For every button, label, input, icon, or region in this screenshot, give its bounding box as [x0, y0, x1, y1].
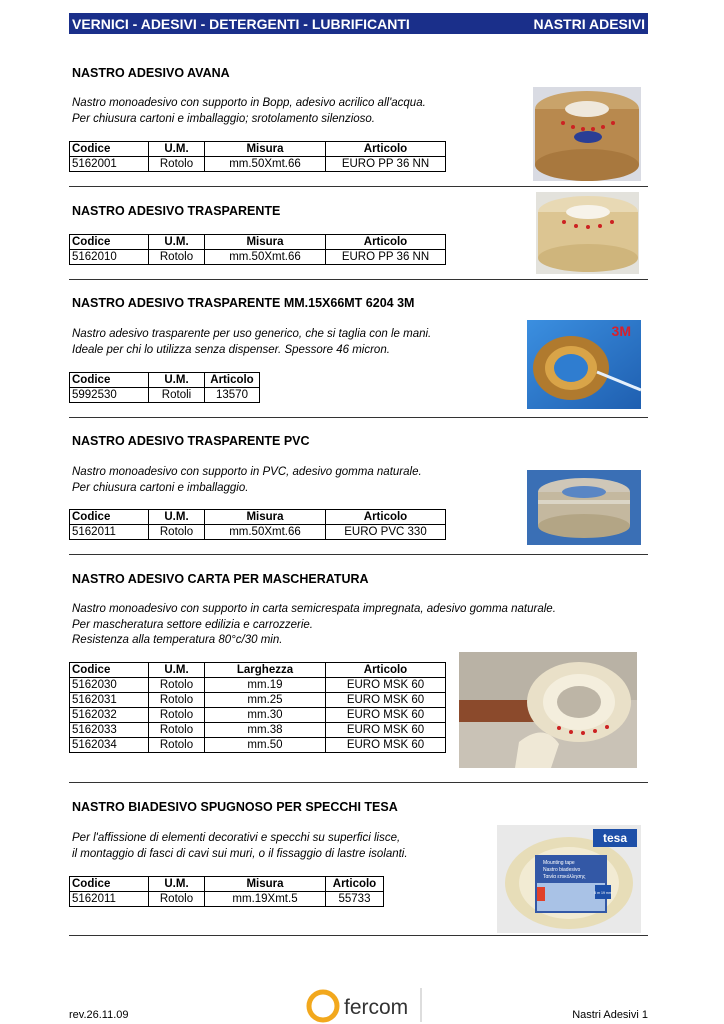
product-table: Codice U.M. Misura Articolo 5162001 Rotolo mm.50Xmt.66 EURO PP 36 NN [69, 141, 446, 172]
header-section: NASTRI ADESIVI [533, 15, 645, 32]
fercom-logo [305, 987, 423, 1023]
product-description: Per l'affissione di elementi decorativi e specchi su superfici lisce, il montaggio di fasci di cavi sui muri, o il fissaggio di lastre isolanti. [72, 832, 408, 860]
svg-text:3M: 3M [611, 323, 631, 339]
product-description: Nastro adesivo trasparente per uso generico, che si taglia con le mani. Ideale per chi lo utilizza senza dispenser. Spessore 46 micron. [72, 328, 432, 356]
product-table: Codice U.M. Articolo 5992530 Rotoli 13570 [69, 372, 260, 403]
product-title: NASTRO ADESIVO AVANA [72, 66, 230, 80]
svg-text:fercom: fercom [344, 996, 409, 1019]
section-divider [69, 186, 648, 187]
svg-text:Mounting tape: Mounting tape [543, 860, 575, 866]
header-category: VERNICI - ADESIVI - DETERGENTI - LUBRIFICANTI [72, 15, 410, 32]
table-row: 5162033 Rotolo mm.38 EURO MSK 60 [70, 723, 446, 738]
product-table: Codice U.M. Misura Articolo 5162011 Rotolo mm.50Xmt.66 EURO PVC 330 [69, 509, 446, 540]
product-description: Nastro monoadesivo con supporto in carta semicrespata impregnata, adesivo gomma naturale. Per mascheratura settore edilizia e carrozzerie. Resistenza alla temperatura 80°c/30 min. [72, 603, 556, 646]
table-row: 5162001 Rotolo mm.50Xmt.66 EURO PP 36 NN [70, 157, 446, 172]
product-title: NASTRO ADESIVO TRASPARENTE [72, 204, 281, 218]
product-table: Codice U.M. Misura Articolo 5162011 Rotolo mm.19Xmt.5 55733 [69, 876, 384, 907]
section-divider [69, 279, 648, 280]
section-divider [69, 417, 648, 418]
table-row: 5162011 Rotolo mm.19Xmt.5 55733 [70, 892, 384, 907]
table-row: 5162031 Rotolo mm.25 EURO MSK 60 [70, 693, 446, 708]
section-divider [69, 554, 648, 555]
svg-text:Ταινία επικόλλησης: Ταινία επικόλλησης [543, 874, 586, 880]
section-divider [69, 782, 648, 783]
product-title: NASTRO BIADESIVO SPUGNOSO PER SPECCHI TESA [72, 800, 398, 814]
product-image-pvc [527, 470, 641, 545]
product-description: Nastro monoadesivo con supporto in Bopp, adesivo acrilico all'acqua. Per chiusura cartoni e imballaggio; srotolamento silenzioso. [72, 97, 426, 125]
product-title: NASTRO ADESIVO TRASPARENTE MM.15X66MT 6204 3M [72, 296, 415, 310]
product-table: Codice U.M. Misura Articolo 5162010 Rotolo mm.50Xmt.66 EURO PP 36 NN [69, 234, 446, 265]
product-image-mascheratura [459, 652, 637, 768]
product-title: NASTRO ADESIVO CARTA PER MASCHERATURA [72, 572, 369, 586]
svg-text:Nastro biadesivo: Nastro biadesivo [543, 867, 581, 873]
table-row: 5162011 Rotolo mm.50Xmt.66 EURO PVC 330 [70, 525, 446, 540]
product-table: Codice U.M. Larghezza Articolo 5162030 Rotolo mm.19 EURO MSK 60 5162031 Rotolo mm.25 EURO MSK 60 5162032 Rotolo mm.30 EURO MSK 60 5162033 Rotolo mm.38 EURO MSK 60 5162034 Rotolo mm.50 EURO MSK 60 [69, 662, 446, 753]
product-description: Nastro monoadesivo con supporto in PVC, adesivo gomma naturale. Per chiusura cartoni e imballaggio. [72, 466, 422, 494]
table-row: 5992530 Rotoli 13570 [70, 388, 260, 403]
table-row: 5162032 Rotolo mm.30 EURO MSK 60 [70, 708, 446, 723]
table-row: 5162034 Rotolo mm.50 EURO MSK 60 [70, 738, 446, 753]
page-header [69, 13, 648, 34]
page-label: Nastri Adesivi 1 [572, 1009, 648, 1021]
product-title: NASTRO ADESIVO TRASPARENTE PVC [72, 434, 310, 448]
table-row: 5162030 Rotolo mm.19 EURO MSK 60 [70, 678, 446, 693]
svg-text:tesa: tesa [602, 831, 628, 845]
product-image-avana [533, 87, 641, 181]
section-divider [69, 935, 648, 936]
table-row: 5162010 Rotolo mm.50Xmt.66 EURO PP 36 NN [70, 250, 446, 265]
svg-text:5 m 19 mm: 5 m 19 mm [594, 891, 612, 895]
product-image-3m [527, 320, 641, 409]
product-image-trasparente [536, 192, 639, 274]
product-image-tesa [497, 825, 641, 933]
revision-label: rev.26.11.09 [69, 1009, 129, 1021]
